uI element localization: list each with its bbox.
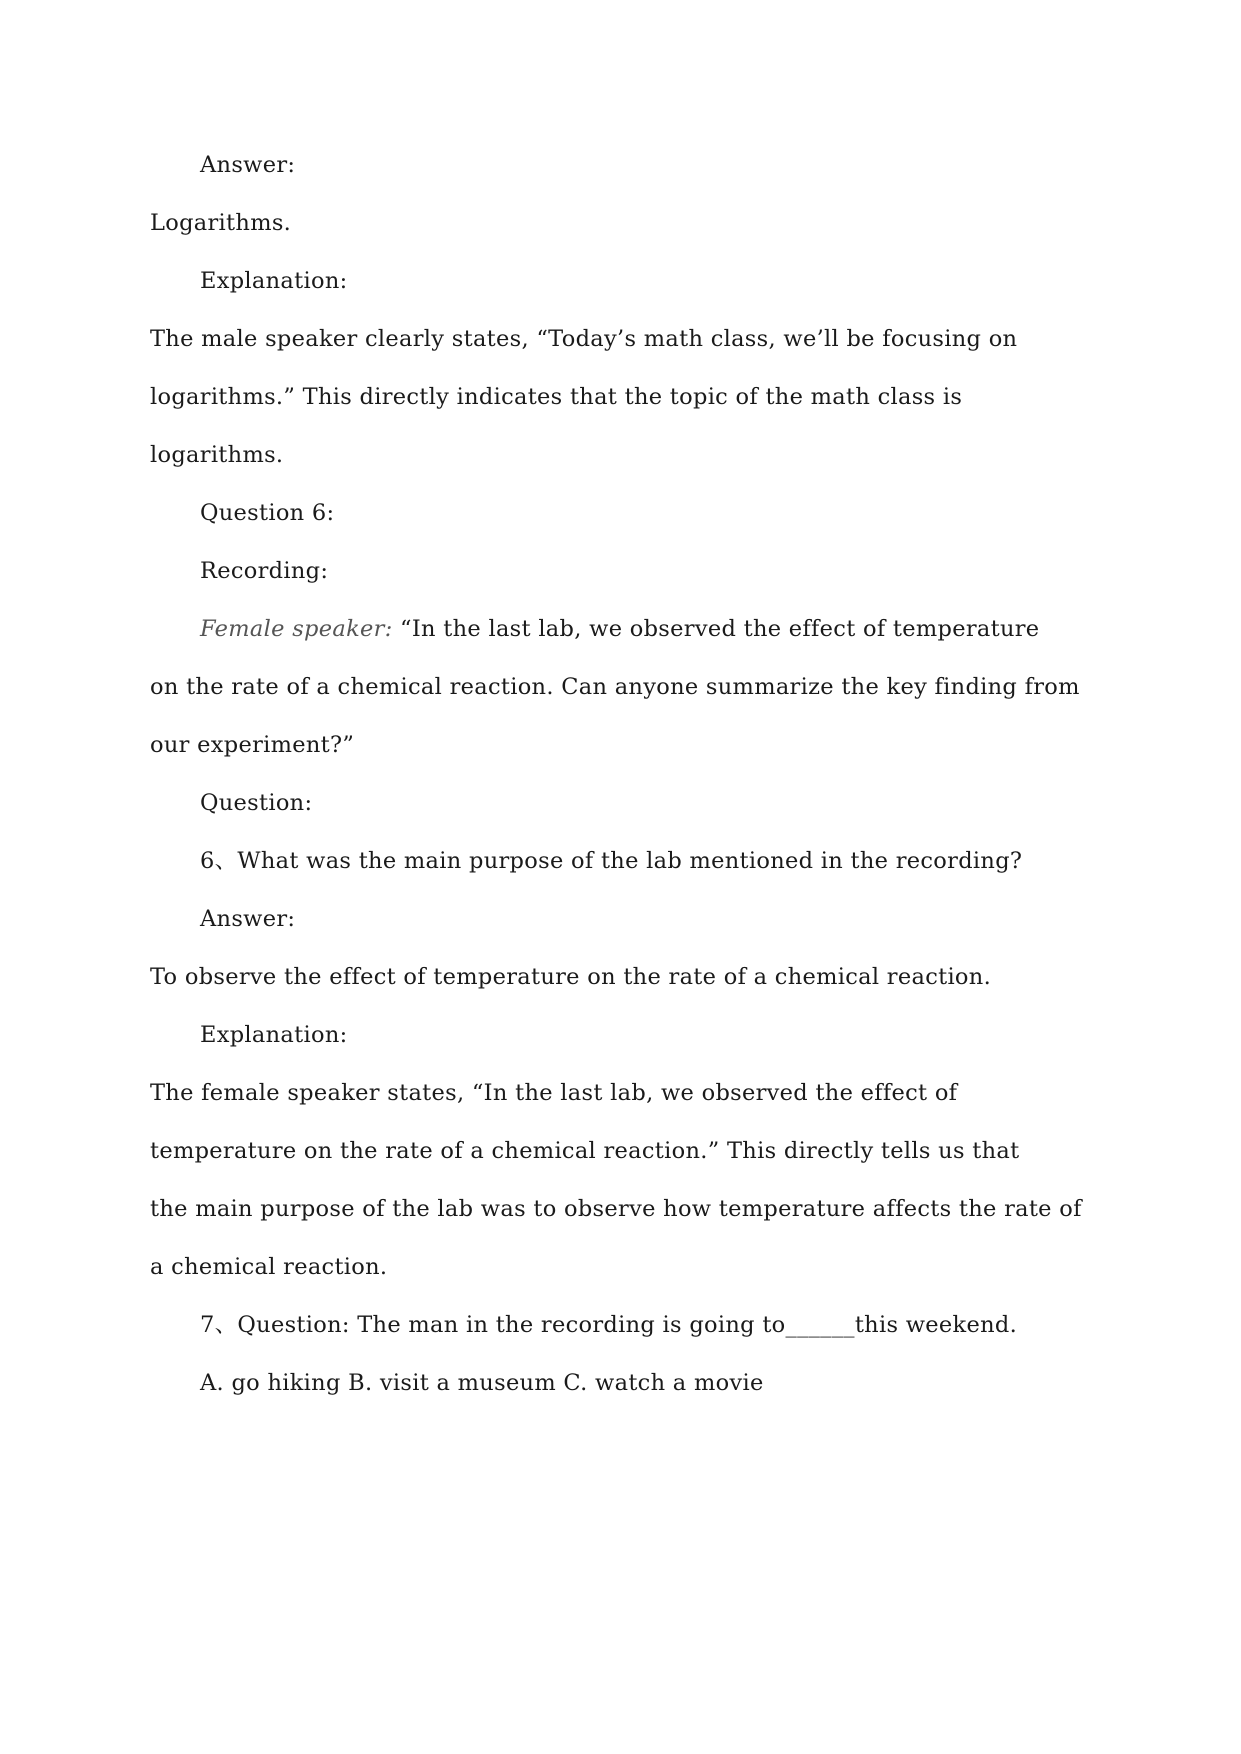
q5-explanation-line: The male speaker clearly states, “Today’s math class, we’ll be focusing on — [150, 326, 1018, 352]
q6-recording-line: our experiment?” — [150, 732, 355, 758]
q6-heading: Question 6: — [200, 500, 335, 526]
q6-recording-line: “In the last lab, we observed the effect of temperature — [400, 616, 1040, 642]
q5-answer-label: Answer: — [200, 152, 296, 178]
q6-recording-line: on the rate of a chemical reaction. Can anyone summarize the key finding from — [150, 674, 1080, 700]
q6-speaker: Female speaker: — [200, 616, 393, 642]
q6-explanation-label: Explanation: — [200, 1022, 348, 1048]
q6-explanation-line: The female speaker states, “In the last lab, we observed the effect of — [150, 1080, 958, 1106]
q6-question-label: Question: — [200, 790, 313, 816]
q6-explanation-line: temperature on the rate of a chemical reaction.” This directly tells us that — [150, 1138, 1020, 1164]
q7-options: A. go hiking B. visit a museum C. watch a movie — [200, 1370, 764, 1396]
q6-answer: To observe the effect of temperature on the rate of a chemical reaction. — [150, 964, 992, 990]
q6-recording-first-line — [200, 614, 1150, 644]
q6-question: 6、What was the main purpose of the lab mentioned in the recording? — [200, 848, 1023, 874]
q5-answer: Logarithms. — [150, 210, 292, 236]
q6-recording-label: Recording: — [200, 558, 329, 584]
q5-explanation-label: Explanation: — [200, 268, 348, 294]
q6-explanation-line: a chemical reaction. — [150, 1254, 388, 1280]
q6-answer-label: Answer: — [200, 906, 296, 932]
q5-explanation-line: logarithms. — [150, 442, 284, 468]
q7-question: 7、Question: The man in the recording is going to______this weekend. — [200, 1312, 1018, 1338]
q5-explanation-line: logarithms.” This directly indicates that the topic of the math class is — [150, 384, 963, 410]
q6-explanation-line: the main purpose of the lab was to observe how temperature affects the rate of — [150, 1196, 1082, 1222]
